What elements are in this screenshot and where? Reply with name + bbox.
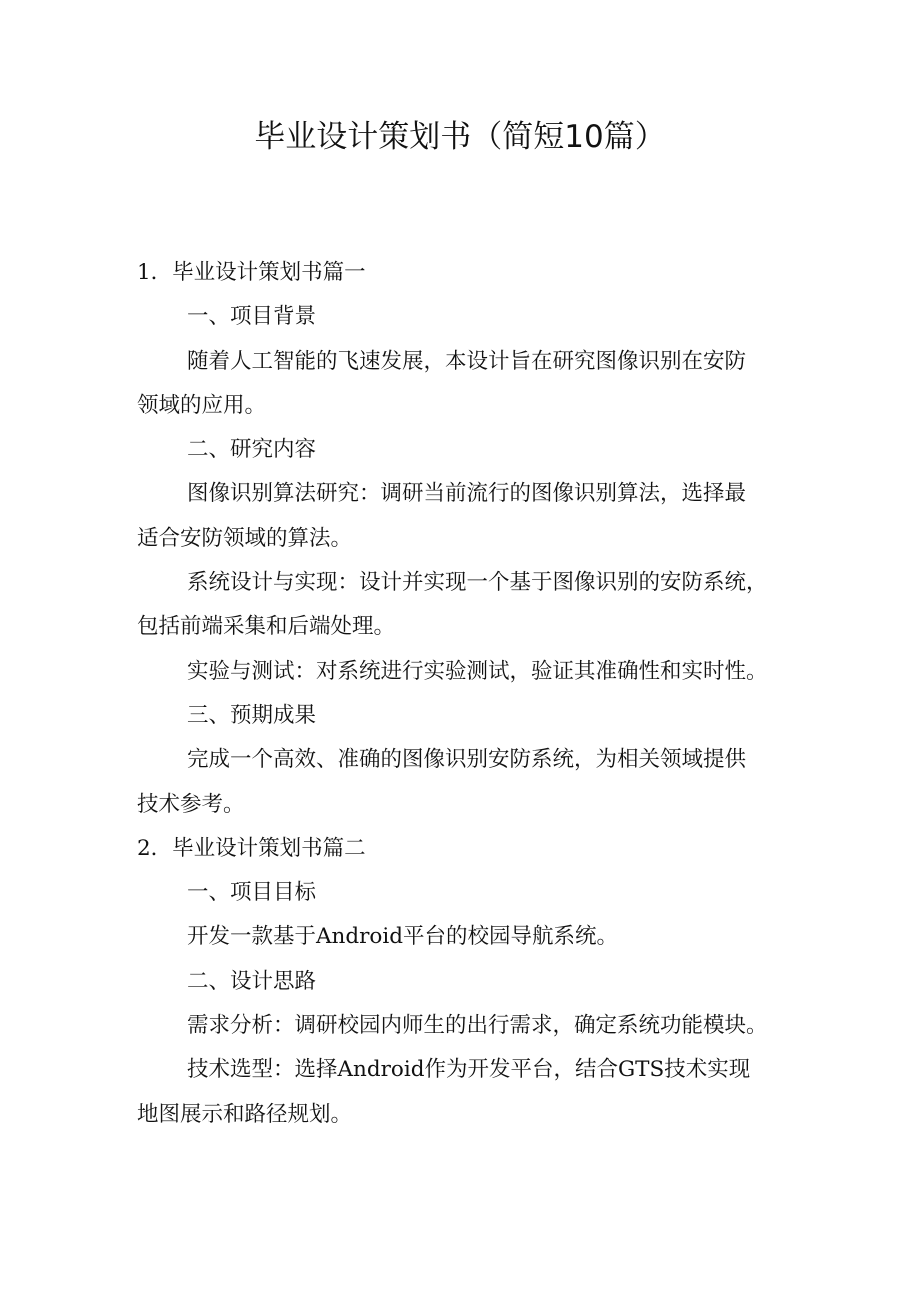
paragraph-line: 需求分析：调研校园内师生的出行需求，确定系统功能模块。 bbox=[187, 1013, 768, 1039]
paragraph-line: 包括前端采集和后端处理。 bbox=[137, 614, 396, 640]
paragraph-line: 适合安防领域的算法。 bbox=[137, 525, 353, 551]
subheading-project-goal: 一、项目目标 bbox=[187, 880, 317, 906]
subheading-design-approach: 二、设计思路 bbox=[187, 968, 317, 994]
paragraph-line: 技术参考。 bbox=[137, 791, 245, 817]
subheading-research-content: 二、研究内容 bbox=[187, 437, 317, 463]
paragraph-line: 领域的应用。 bbox=[137, 392, 267, 418]
subheading-expected-results: 三、预期成果 bbox=[187, 702, 317, 728]
paragraph-line: 地图展示和路径规划。 bbox=[137, 1101, 353, 1127]
section-heading-2: 2．毕业设计策划书篇二 bbox=[137, 835, 366, 861]
document-title: 毕业设计策划书（简短10篇） bbox=[254, 119, 666, 155]
paragraph-line: 随着人工智能的飞速发展，本设计旨在研究图像识别在安防 bbox=[187, 348, 747, 374]
paragraph-line: 完成一个高效、准确的图像识别安防系统，为相关领域提供 bbox=[187, 747, 747, 773]
document-body bbox=[137, 251, 797, 1137]
paragraph-line: 技术选型：选择Android作为开发平台，结合GTS技术实现 bbox=[187, 1057, 751, 1083]
section-heading-1: 1．毕业设计策划书篇一 bbox=[137, 260, 366, 285]
paragraph-line: 系统设计与实现：设计并实现一个基于图像识别的安防系统， bbox=[187, 570, 768, 596]
subheading-project-background: 一、项目背景 bbox=[187, 304, 317, 330]
paragraph-line: 实验与测试：对系统进行实验测试，验证其准确性和实时性。 bbox=[187, 658, 768, 684]
paragraph-line: 开发一款基于Android平台的校园导航系统。 bbox=[187, 924, 618, 950]
paragraph-line: 图像识别算法研究：调研当前流行的图像识别算法，选择最 bbox=[187, 481, 747, 507]
